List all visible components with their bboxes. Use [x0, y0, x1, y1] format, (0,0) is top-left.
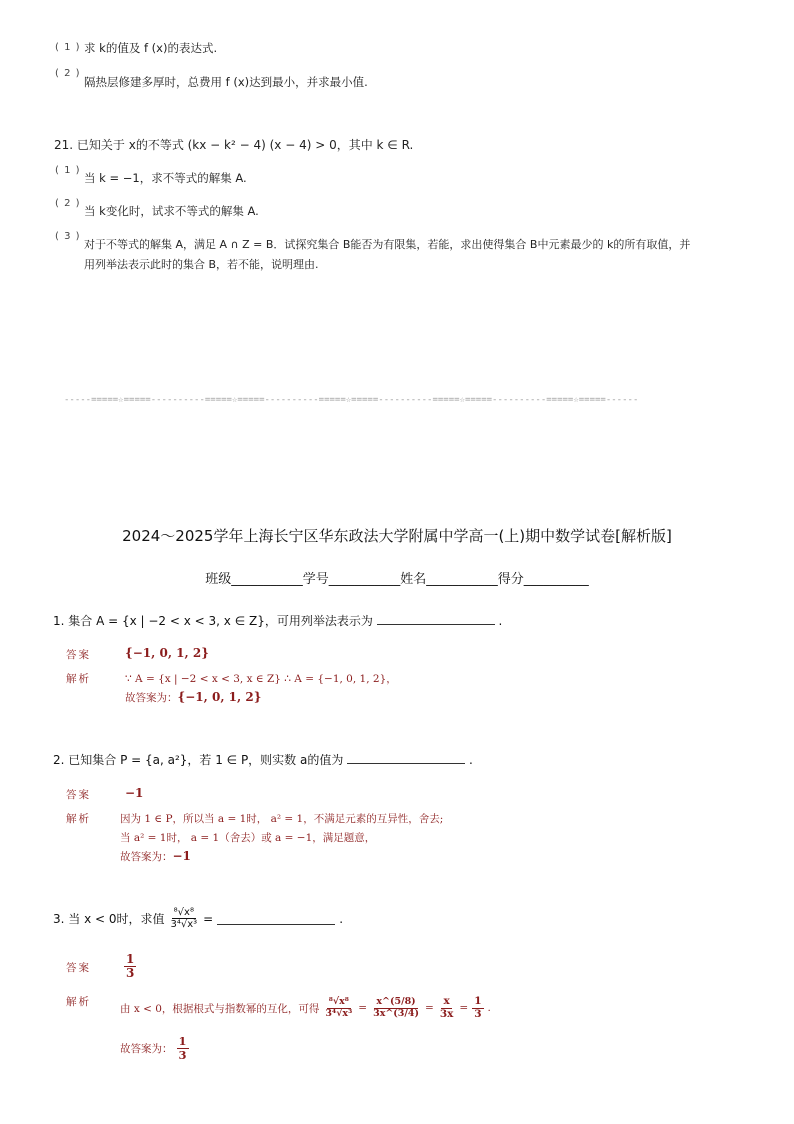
q21-part3-line1: 对于不等式的解集 A，满足 A ∩ Z = B．试探究集合 B能否为有限集，若能，求出使得集合 B中元素最少的 k的所有取值，并 — [84, 238, 691, 251]
q21-stem: 21. 已知关于 x的不等式 (kx − k² − 4) (x − 4) > 0，其中 k ∈ R. — [54, 138, 414, 152]
problem-2-analysis-line2: 当 a² = 1时， a = 1（舍去）或 a = −1，满足题意， — [120, 832, 376, 844]
problem-3-stem-equals: = — [203, 911, 214, 926]
student-info-line: 班级___________学号___________姓名___________得分__________ — [205, 572, 589, 587]
q20-part2-number: ( 2 ) — [55, 68, 81, 79]
problem-1-answer: {−1, 0, 1, 2} — [125, 646, 209, 660]
problem-3-analysis-label: 解析 — [66, 996, 91, 1008]
conclusion-denominator: 3 — [178, 1047, 187, 1062]
problem-1-analysis-label: 解析 — [66, 673, 91, 685]
problem-3-answer-blank[interactable] — [217, 913, 335, 925]
problem-3-fraction-3 — [438, 996, 456, 1020]
problem-1-stem — [53, 612, 502, 629]
fraction-4-denominator: 3 — [474, 1007, 482, 1020]
problem-3-stem — [53, 907, 343, 930]
problem-3-answer-numerator: 1 — [126, 952, 135, 966]
problem-2-answer: −1 — [125, 786, 144, 800]
problem-3-stem-text: 3. 当 x < 0时，求值 — [53, 912, 165, 926]
problem-3-fraction-2 — [371, 997, 421, 1019]
problem-2-answer-blank[interactable] — [347, 752, 465, 764]
problem-1-analysis-line1: ∵ A = {x | −2 < x < 3, x ∈ Z} ∴ A = {−1, 0, 1, 2}， — [125, 673, 397, 685]
problem-1-stem-end: . — [498, 614, 503, 628]
problem-1-conclusion-value: {−1, 0, 1, 2} — [177, 690, 262, 704]
problem-3-stem-end: . — [339, 911, 344, 926]
problem-3-stem-fraction — [169, 907, 200, 930]
q21-part3-number: ( 3 ) — [55, 231, 81, 242]
q21-part1-text: 当 k = −1，求不等式的解集 A. — [84, 171, 247, 185]
q21-part2-number: ( 2 ) — [55, 198, 81, 209]
fraction-3-numerator: x — [443, 995, 450, 1007]
problem-1-conclusion-text: 故答案为： — [125, 692, 178, 704]
q20-part2-text: 隔热层修建多厚时，总费用 f (x)达到最小，并求最小值. — [84, 75, 368, 89]
fraction-3-denominator: 3x — [439, 1007, 454, 1020]
problem-1-answer-blank[interactable] — [377, 613, 495, 625]
problem-2-answer-label: 答案 — [66, 789, 91, 801]
problem-1-analysis-line2 — [125, 690, 261, 705]
problem-2-analysis-line3 — [120, 849, 191, 864]
problem-3-answer — [124, 953, 136, 980]
problem-2-stem-end: . — [469, 753, 473, 767]
q21-part3-line2: 用列举法表示此时的集合 B，若不能，说明理由. — [84, 258, 319, 271]
q20-part1-text: 求 k的值及 f (x)的表达式. — [84, 41, 218, 55]
q21-part1-number: ( 1 ) — [55, 165, 81, 176]
exam-title: 2024～2025学年上海长宁区华东政法大学附属中学高一(上)期中数学试卷[解析版] — [122, 527, 672, 545]
problem-3-analysis-line2 — [120, 1035, 189, 1061]
conclusion-numerator: 1 — [178, 1034, 187, 1048]
problem-2-analysis-line1: 因为 1 ∈ P，所以当 a = 1时， a² = 1，不满足元素的互异性，舍去; — [120, 813, 444, 825]
problem-2-conclusion-text: 故答案为： — [120, 851, 173, 863]
problem-3-analysis-line1: 由 x < 0，根据根式与指数幂的互化，可得 $\frac{\text{⁸√x⁸}}{\text{3⁴√x³}}$ = $\frac{x\^{}(5/8)}{3x\^{}(3/4)}$ = $\frac{x}{3x}$ = $\frac{1}{3}$ . — [120, 995, 491, 1020]
page-divider: -----=====☆=====----------=====☆=====----------=====☆=====----------=====☆=====----------=====☆=====------ — [64, 395, 639, 405]
problem-2-stem — [53, 751, 473, 768]
problem-2-conclusion-value: −1 — [172, 849, 191, 863]
problem-3-answer-denominator: 3 — [126, 966, 135, 981]
fraction-1-numerator: ⁸√x⁸ — [328, 996, 349, 1008]
problem-3-conclusion-fraction — [177, 1035, 189, 1061]
problem-2-stem-text: 2. 已知集合 P = {a, a²}，若 1 ∈ P，则实数 a的值为 — [53, 753, 344, 767]
problem-1-answer-label: 答案 — [66, 649, 91, 661]
problem-3-fraction-1 — [323, 997, 354, 1019]
q20-part1-number: ( 1 ) — [55, 42, 81, 53]
problem-3-conclusion-text: 故答案为： — [120, 1042, 173, 1055]
fraction-2-denominator: 3x^(3/4) — [373, 1007, 419, 1019]
problem-2-analysis-label: 解析 — [66, 813, 91, 825]
problem-3-stem-fraction-denominator: 3⁴√x³ — [170, 919, 198, 930]
problem-3-stem-fraction-numerator: ⁸√x⁸ — [173, 907, 194, 918]
fraction-1-denominator: 3⁴√x³ — [325, 1007, 353, 1019]
problem-3-answer-label: 答案 — [66, 962, 91, 974]
problem-3-analysis-text: 由 x < 0，根据根式与指数幂的互化，可得 — [120, 1002, 320, 1015]
fraction-4-numerator: 1 — [474, 995, 482, 1007]
q21-part2-text: 当 k变化时，试求不等式的解集 A. — [84, 204, 259, 218]
problem-3-fraction-4 — [472, 996, 483, 1020]
problem-1-stem-text: 1. 集合 A = {x | −2 < x < 3, x ∈ Z}，可用列举法表示为 — [53, 614, 373, 628]
fraction-2-numerator: x^(5/8) — [376, 996, 416, 1008]
